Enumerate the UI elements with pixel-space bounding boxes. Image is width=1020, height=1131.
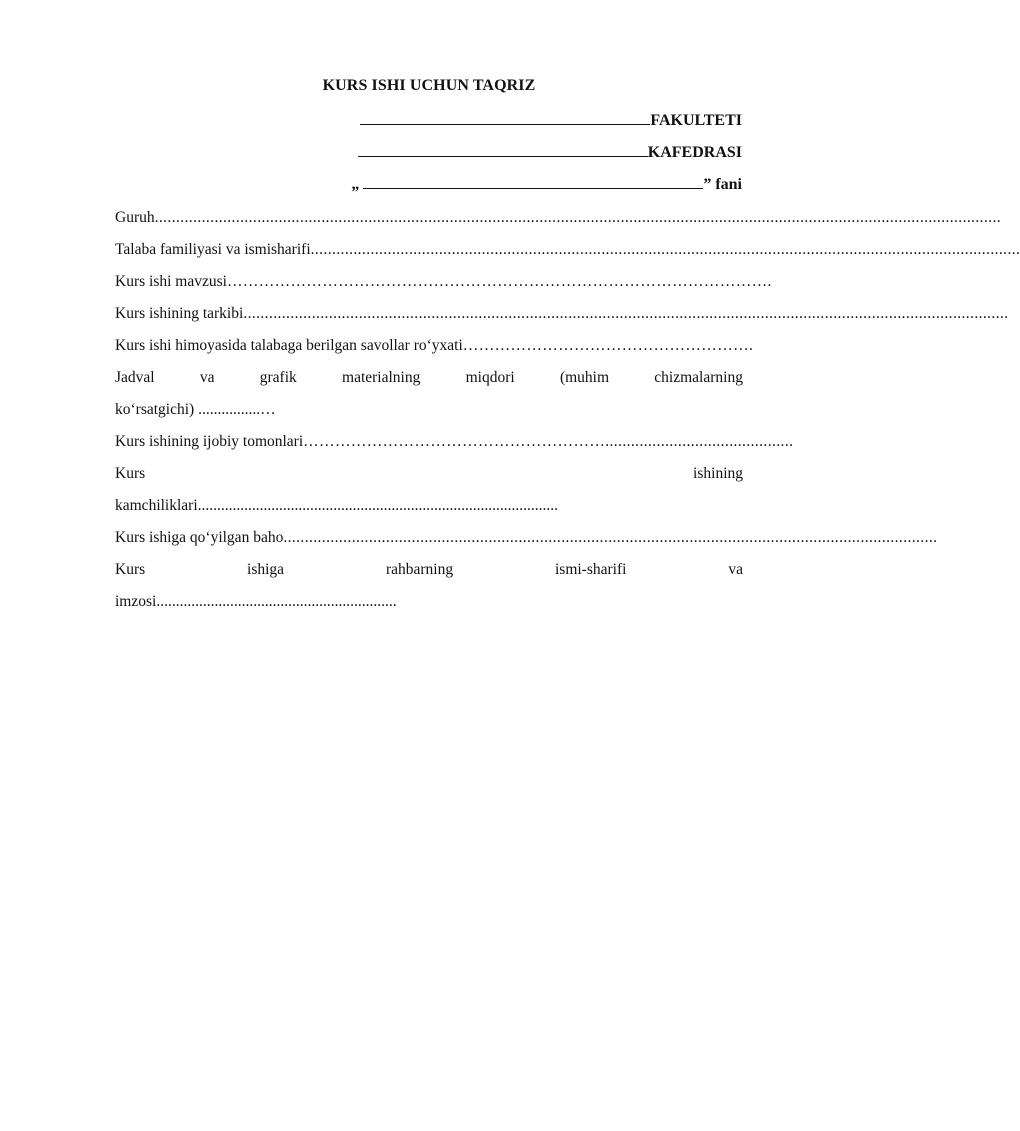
tables-word: miqdori [465, 369, 515, 386]
supervisor-word: va [728, 561, 743, 578]
supervisor-field-line1[interactable] [115, 554, 743, 586]
department-blank[interactable] [358, 142, 648, 157]
subject-blank[interactable] [363, 174, 703, 189]
shortcomings-word: ishining [693, 465, 743, 482]
structure-field[interactable] [115, 298, 1009, 330]
structure-label: Kurs ishining tarkibi [115, 305, 244, 322]
department-line [358, 142, 742, 162]
grade-label: Kurs ishiga qo‘yilgan baho [115, 529, 284, 546]
topic-field[interactable] [115, 266, 772, 298]
grade-dots: ......................................................................................................................................................... [283, 529, 938, 546]
group-dots: ...................................................................................................................................................................................................... [154, 209, 1002, 226]
supervisor-word: rahbarning [385, 561, 454, 578]
tables-word: materialning [342, 369, 421, 386]
positive-field[interactable] [115, 426, 794, 458]
document-title: KURS ISHI UCHUN TAQRIZ [322, 77, 536, 94]
positive-label: Kurs ishining ijobiy tomonlari [115, 433, 304, 450]
positive-dots: …………………………………………………............................................ [303, 433, 794, 450]
tables-word: (muhim [559, 369, 610, 386]
defense-questions-label: Kurs ishi himoyasida talabaga berilgan savollar ro‘yxati [115, 337, 463, 354]
student-name-dots: ...................................................................................................................................................................... [310, 241, 1020, 258]
supervisor-word: Kurs [115, 561, 146, 578]
shortcomings-word: Kurs [115, 465, 146, 482]
topic-label: Kurs ishi mavzusi [115, 273, 227, 290]
defense-questions-field[interactable] [115, 330, 754, 362]
tables-field-line1[interactable] [115, 362, 743, 394]
tables-word: Jadval [115, 369, 155, 386]
topic-dots: …………………………………………………………………………………………. [226, 273, 772, 290]
tables-word: chizmalarning [654, 369, 743, 386]
form-fields [115, 202, 1020, 618]
faculty-line [360, 110, 742, 130]
subject-close-label: ” fani [703, 176, 742, 193]
shortcomings-field-line1[interactable] [115, 458, 743, 490]
group-label: Guruh [115, 209, 155, 226]
defense-questions-dots: ………………………………………………. [462, 337, 754, 354]
structure-dots: ................................................................................................................................................................................... [243, 305, 1009, 322]
supervisor-word: ismi-sharifi [554, 561, 627, 578]
tables-word: grafik [259, 369, 297, 386]
student-name-label: Talaba familiyasi va ismisharifi [115, 241, 311, 258]
subject-open-quote: „ [351, 176, 360, 193]
grade-field[interactable] [115, 522, 938, 554]
tables-field-line2[interactable]: ko‘rsatgichi) ................… [115, 401, 276, 418]
supervisor-word: ishiga [247, 561, 285, 578]
shortcomings-field-line2[interactable]: kamchiliklari............................................................................................. [115, 497, 559, 514]
student-name-field[interactable] [115, 234, 1020, 266]
faculty-blank[interactable] [360, 110, 650, 125]
group-field[interactable] [115, 202, 1002, 234]
supervisor-field-line2[interactable]: imzosi.............................................................. [115, 593, 397, 610]
tables-word: va [199, 369, 215, 386]
faculty-label: FAKULTETI [650, 112, 742, 129]
department-label: KAFEDRASI [647, 144, 742, 161]
subject-line [351, 174, 742, 194]
